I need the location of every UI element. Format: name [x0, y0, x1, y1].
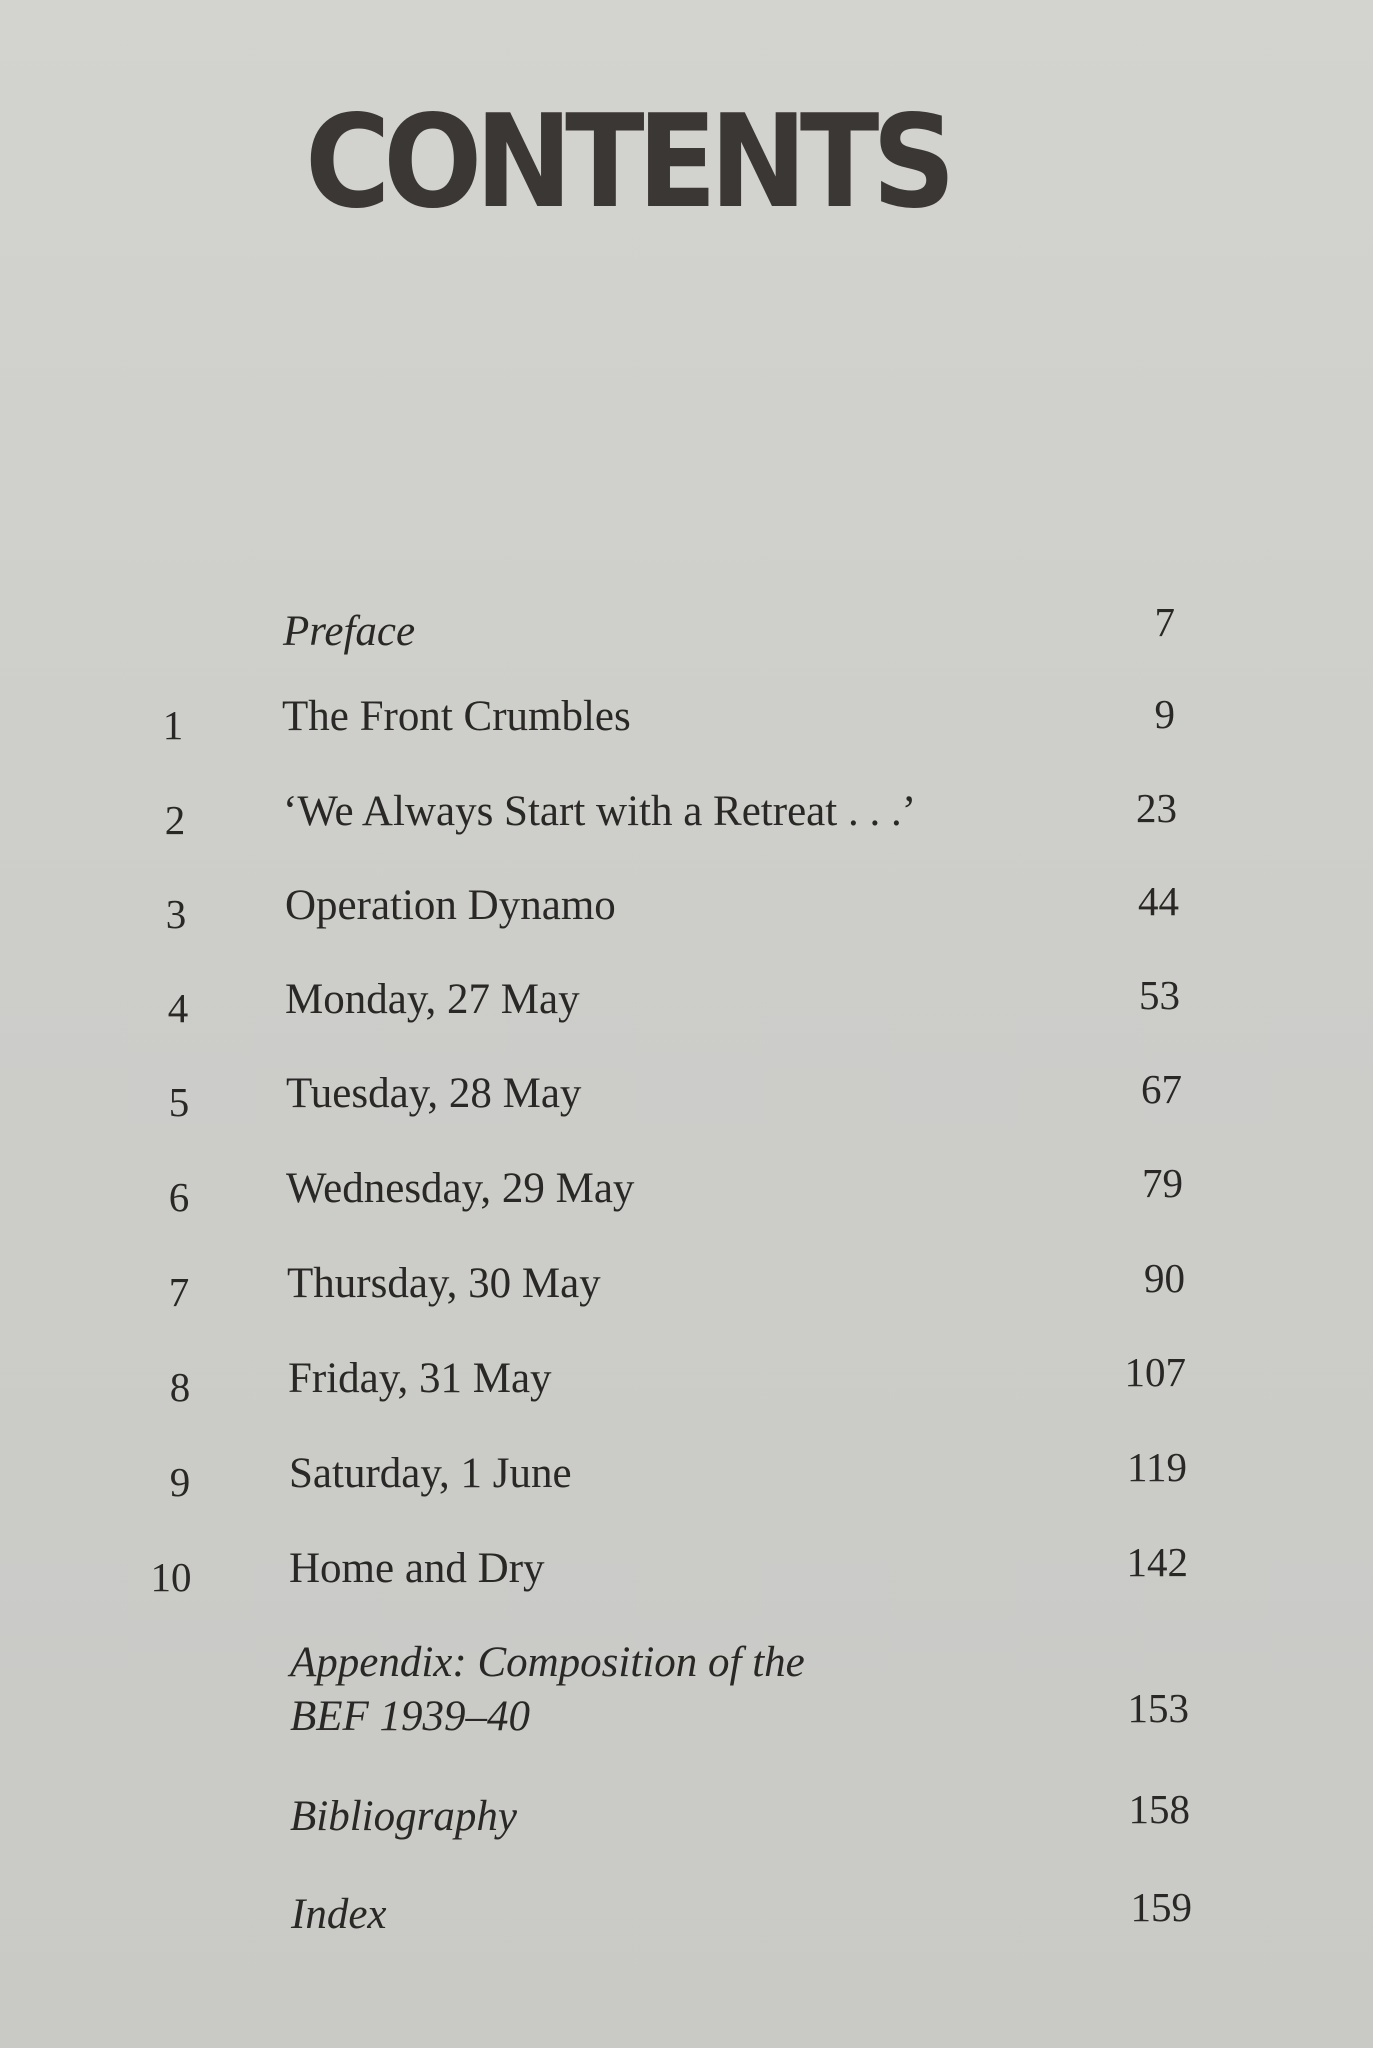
- toc-entry-label: Preface: [283, 608, 416, 655]
- toc-entry-page: 23: [1136, 785, 1177, 831]
- toc-entry-number: 5: [168, 1079, 190, 1125]
- toc-entry-chapter-8: [0, 1342, 1373, 1412]
- toc-entry-page: 90: [1144, 1255, 1185, 1301]
- toc-entry-number: 3: [165, 891, 187, 937]
- toc-entry-label: Bibliography: [290, 1793, 517, 1840]
- toc-entry-chapter-6: [0, 1152, 1373, 1222]
- toc-entry-appendix: [0, 1636, 1373, 1756]
- toc-entry-chapter-5: [0, 1057, 1373, 1127]
- toc-entry-number: 4: [167, 985, 189, 1031]
- toc-entry-number: 10: [150, 1554, 192, 1600]
- toc-entry-page: 159: [1130, 1884, 1192, 1930]
- toc-entry-label-line-2: BEF 1939–40: [290, 1693, 531, 1740]
- toc-entry-preface: [0, 590, 1373, 660]
- toc-entry-number: 8: [169, 1364, 191, 1410]
- toc-entry-page: 79: [1142, 1160, 1183, 1206]
- toc-entry-label: ‘We Always Start with a Retreat . . .’: [283, 788, 917, 835]
- page-title: CONTENTS: [305, 88, 949, 237]
- toc-entry-number: 7: [168, 1269, 190, 1315]
- toc-entry-label-line-1: Appendix: Composition of the: [290, 1639, 805, 1686]
- toc-entry-chapter-1: [0, 682, 1373, 752]
- toc-entry-page: 9: [1154, 691, 1175, 737]
- toc-entry-label: Thursday, 30 May: [287, 1260, 601, 1307]
- toc-entry-label: Wednesday, 29 May: [286, 1165, 635, 1212]
- toc-entry-index: [0, 1878, 1373, 1948]
- toc-entry-page: 107: [1124, 1349, 1186, 1395]
- toc-entry-number: 1: [162, 702, 184, 748]
- toc-entry-chapter-7: [0, 1247, 1373, 1317]
- toc-entry-page: 44: [1138, 878, 1179, 924]
- toc-entry-number: 9: [169, 1459, 191, 1505]
- toc-entry-bibliography: [0, 1780, 1373, 1850]
- toc-entry-label: Index: [291, 1891, 387, 1938]
- toc-entry-label: The Front Crumbles: [282, 693, 631, 740]
- toc-entry-number: 6: [168, 1174, 190, 1220]
- toc-entry-chapter-3: [0, 869, 1373, 939]
- toc-entry-number: 2: [164, 797, 186, 843]
- toc-entry-label: Saturday, 1 June: [289, 1450, 572, 1497]
- toc-entry-page: 53: [1139, 972, 1180, 1018]
- toc-entry-label: Monday, 27 May: [285, 976, 580, 1023]
- toc-entry-label: Friday, 31 May: [288, 1355, 552, 1402]
- toc-entry-label: Home and Dry: [289, 1545, 545, 1592]
- toc-entry-label: Tuesday, 28 May: [286, 1070, 582, 1117]
- toc-entry-page: 153: [1127, 1685, 1189, 1731]
- toc-entry-page: 158: [1128, 1786, 1190, 1832]
- toc-entry-label: Operation Dynamo: [285, 882, 616, 929]
- toc-entry-page: 119: [1127, 1444, 1187, 1490]
- toc-entry-page: 142: [1126, 1539, 1188, 1585]
- toc-entry-chapter-4: [0, 963, 1373, 1033]
- toc-entry-chapter-9: [0, 1437, 1373, 1507]
- toc-entry-page: 67: [1141, 1066, 1182, 1112]
- toc-entry-chapter-2: [0, 775, 1373, 845]
- toc-entry-chapter-10: [0, 1532, 1373, 1602]
- toc-entry-page: 7: [1154, 599, 1175, 645]
